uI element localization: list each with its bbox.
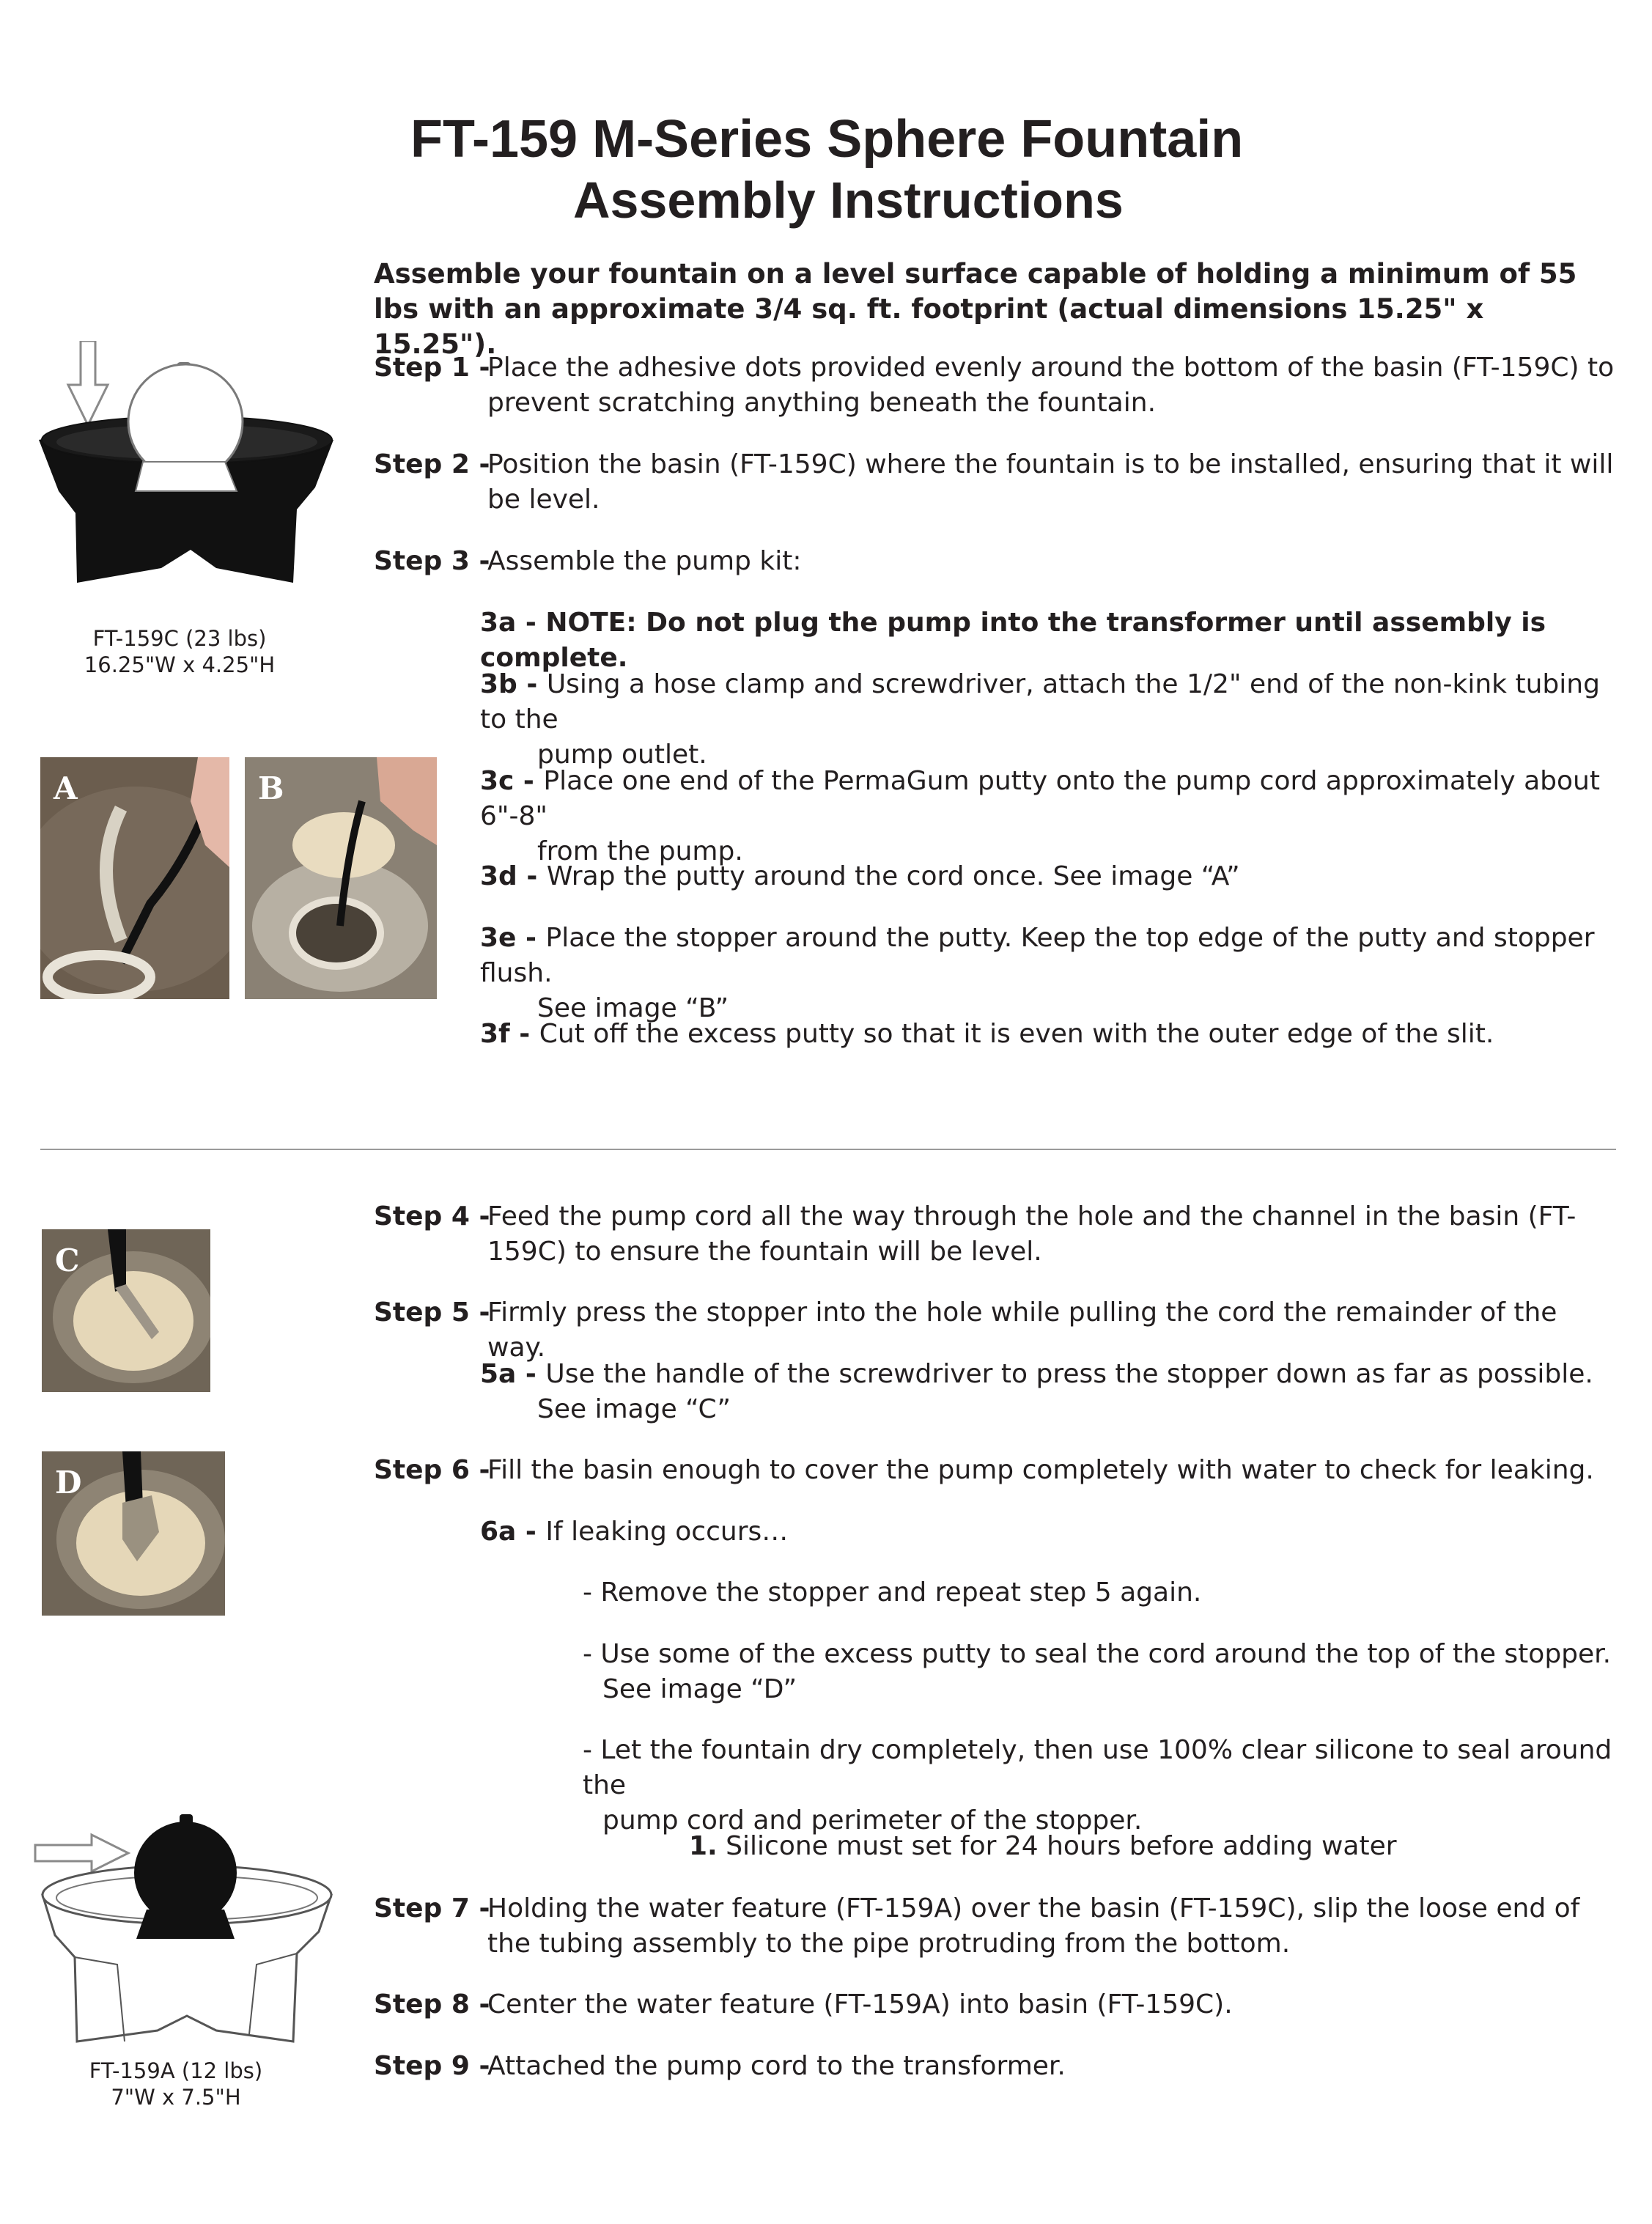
step-1 [374,350,1620,421]
photo-b [245,757,437,999]
section-divider [40,1149,1616,1150]
step-3c [480,764,1623,869]
step-5a [480,1357,1623,1427]
step-5a-label: 5a - [480,1359,546,1389]
step-3 [374,544,1620,579]
down-arrow-icon [68,341,108,425]
photo-c-label: C [55,1242,80,1278]
step-5a-text: Use the handle of the screwdriver to press the stopper down as far as possible. [545,1359,1593,1389]
step-9-text: Attached the pump cord to the transformer. [487,2051,1066,2081]
photo-d-label: D [55,1465,82,1501]
step-3a-label: 3a - [480,608,546,638]
page-subtitle: Assembly Instructions [573,172,1124,229]
step-5-text: Firmly press the stopper into the hole while pulling the cord the remainder of the way. [487,1297,1557,1363]
bullet-3-text-cont: pump cord and perimeter of the stopper. [602,1805,1143,1835]
basin-caption [44,625,315,678]
step-3d-text: Wrap the putty around the cord once. See image “A” [546,861,1240,891]
step-4-label: Step 4 - [374,1201,490,1231]
step-6-text: Fill the basin enough to cover the pump completely with water to check for leaking. [487,1455,1594,1485]
step-2-text: Position the basin (FT-159C) where the fountain is to be installed, ensuring that it will be level. [487,449,1614,515]
basin-caption-line2: 16.25"W x 4.25"H [84,652,276,677]
step-3a-text: NOTE: Do not plug the pump into the transformer until assembly is complete. [480,608,1546,673]
step-8 [374,1987,1620,2022]
step-1-text: Place the adhesive dots provided evenly around the bottom of the basin (FT-159C) to prevent scratching anything beneath the fountain. [487,353,1615,418]
step-6 [374,1453,1620,1488]
step-6a-label: 6a - [480,1517,546,1547]
sphere-caption-line2: 7"W x 7.5"H [111,2085,241,2110]
photo-d [42,1451,225,1616]
page-title: FT-159 M-Series Sphere Fountain [410,110,1244,169]
step-3-text: Assemble the pump kit: [487,546,802,576]
sphere-caption-line1: FT-159A (12 lbs) [89,2058,263,2083]
step-5a-text-cont: See image “C” [537,1394,731,1424]
bullet-silicone [583,1733,1623,1838]
step-3c-text-cont: from the pump. [537,836,743,866]
step-7 [374,1891,1620,1962]
step-5 [374,1295,1620,1366]
basin-figure [33,341,341,597]
step-1-label: Step 1 - [374,353,490,383]
step-3e [480,921,1623,1026]
photo-c [42,1229,210,1392]
step-3f [480,1017,1623,1052]
step-3e-text-cont: See image “B” [537,993,729,1023]
sphere-figure [29,1807,344,2049]
basin-caption-line1: FT-159C (23 lbs) [92,626,267,651]
step-3e-text: Place the stopper around the putty. Keep the top edge of the putty and stopper flush. [480,923,1595,988]
numbered-item-1-label: 1. [689,1831,718,1861]
step-4 [374,1199,1620,1270]
step-3f-label: 3f - [480,1019,539,1049]
bullet-3-text: - Let the fountain dry completely, then use 100% clear silicone to seal around the [583,1735,1612,1800]
numbered-item-1-text: Silicone must set for 24 hours before adding water [717,1831,1397,1861]
step-6a [480,1514,1623,1550]
step-3d [480,859,1623,894]
step-3d-label: 3d - [480,861,547,891]
intro-text: Assemble your fountain on a level surface capable of holding a minimum of 55 lbs with an approximate 3/4 sq. ft. footprint (actual dimensions 15.25" x 15.25"). [374,258,1577,360]
bullet-seal-cord [583,1637,1623,1707]
step-2 [374,447,1620,518]
step-3c-label: 3c - [480,766,544,796]
step-6-label: Step 6 - [374,1455,490,1485]
step-6a-text: If leaking occurs… [545,1517,789,1547]
step-4-text: Feed the pump cord all the way through the hole and the channel in the basin (FT-159C) to ensure the fountain will be level. [487,1201,1577,1267]
step-7-text: Holding the water feature (FT-159A) over the basin (FT-159C), slip the loose end of the tubing assembly to the pipe protruding from the bottom. [487,1893,1580,1959]
step-3b [480,667,1623,773]
step-3b-text-cont: pump outlet. [537,740,707,770]
bullet-2-text: - Use some of the excess putty to seal the cord around the top of the stopper. [583,1639,1612,1669]
step-9 [374,2049,1620,2084]
photo-b-label: B [258,770,284,806]
photo-a [40,757,229,999]
step-8-label: Step 8 - [374,1989,490,2019]
step-7-label: Step 7 - [374,1893,490,1923]
bullet-1-text: - Remove the stopper and repeat step 5 again. [583,1577,1202,1608]
step-3b-text: Using a hose clamp and screwdriver, attach the 1/2" end of the non-kink tubing to the [480,669,1600,734]
step-5-label: Step 5 - [374,1297,490,1328]
sphere-caption [40,2058,311,2110]
step-3-label: Step 3 - [374,546,490,576]
photo-a-label: A [54,770,78,806]
numbered-item-1 [689,1829,1397,1864]
bullet-2-text-cont: See image “D” [602,1674,797,1704]
step-3c-text: Place one end of the PermaGum putty onto the pump cord approximately about 6"-8" [480,766,1600,831]
step-8-text: Center the water feature (FT-159A) into basin (FT-159C). [487,1989,1233,2019]
step-3e-label: 3e - [480,923,546,953]
step-3b-label: 3b - [480,669,547,699]
bullet-remove-stopper [583,1575,1623,1610]
step-3f-text: Cut off the excess putty so that it is even with the outer edge of the slit. [539,1019,1494,1049]
step-3a [480,605,1623,676]
step-2-label: Step 2 - [374,449,490,479]
right-arrow-icon [35,1835,128,1871]
step-9-label: Step 9 - [374,2051,490,2081]
